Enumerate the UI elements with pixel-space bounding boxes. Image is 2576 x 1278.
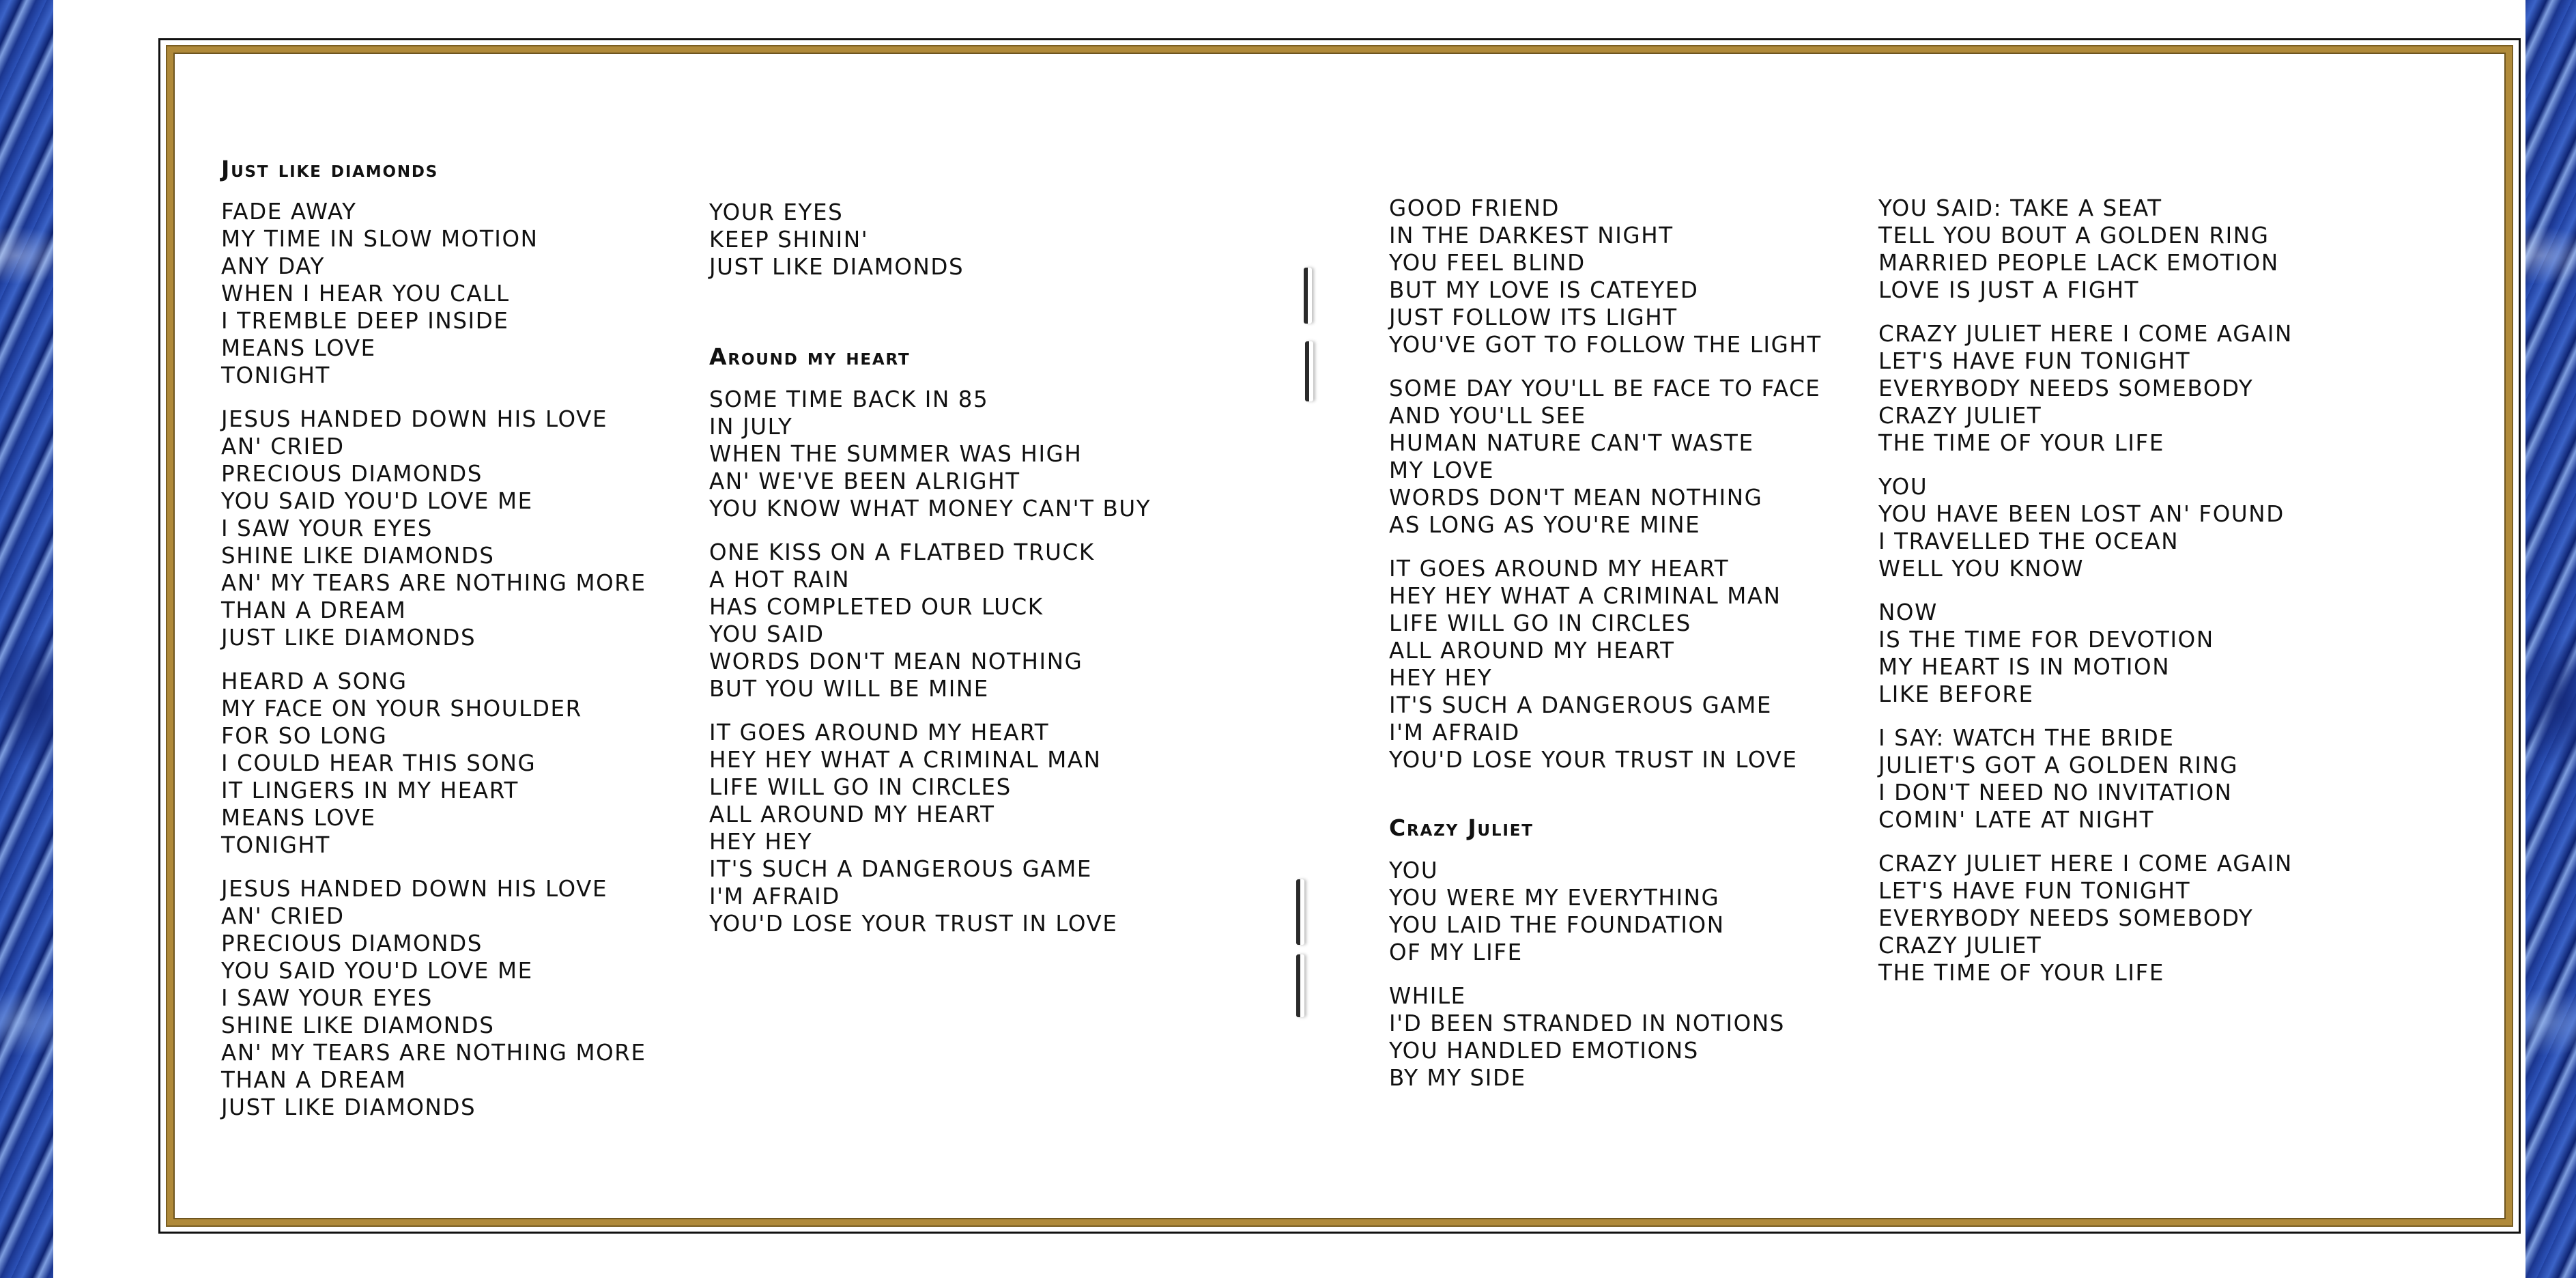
lyric-line: JUST LIKE DIAMONDS [709,254,964,280]
song-title: Crazy Juliet [1389,814,1534,841]
lyric-line: MEANS LOVE [221,805,376,831]
lyric-line: HEY HEY [1389,665,1493,691]
lyric-line: COMIN' LATE AT NIGHT [1878,807,2155,833]
lyric-line: YOU SAID [709,621,825,647]
lyric-line: ALL AROUND MY HEART [1389,638,1675,664]
lyric-line: WHILE [1389,983,1466,1009]
lyric-line: JUST LIKE DIAMONDS [221,625,476,651]
lyric-line: I SAW YOUR EYES [221,985,433,1011]
lyric-line: IT LINGERS IN MY HEART [221,778,519,804]
lyric-line: LIFE WILL GO IN CIRCLES [1389,610,1691,636]
lyric-line: THAN A DREAM [221,597,407,623]
lyric-line: CRAZY JULIET HERE I COME AGAIN [1878,851,2293,877]
lyric-line: SOME DAY YOU'LL BE FACE TO FACE [1389,375,1821,401]
lyric-line: I'D BEEN STRANDED IN NOTIONS [1389,1010,1785,1036]
lyrics-column-2 [709,199,1201,954]
lyric-line: OF MY LIFE [1389,939,1523,965]
lyrics-stanza [1389,375,1880,539]
lyric-line: WORDS DON'T MEAN NOTHING [709,649,1083,674]
lyric-line: LET'S HAVE FUN TONIGHT [1878,348,2191,374]
lyrics-stanza [1389,982,1880,1092]
lyric-line: TELL YOU BOUT A GOLDEN RING [1878,223,2270,248]
lyric-line: HEARD A SONG [221,668,407,694]
lyric-line: AN' CRIED [221,434,345,459]
lyric-line: LIFE WILL GO IN CIRCLES [709,774,1012,800]
lyric-line: IN THE DARKEST NIGHT [1389,223,1674,248]
lyrics-stanza [221,875,713,1121]
lyric-line: AND YOU'LL SEE [1389,403,1586,429]
lyric-line: WHEN I HEAR YOU CALL [221,281,510,307]
lyric-line: YOU WERE MY EVERYTHING [1389,885,1720,911]
lyric-line: ONE KISS ON A FLATBED TRUCK [709,539,1095,565]
lyric-line: YOU SAID: TAKE A SEAT [1878,195,2162,221]
lyric-line: AN' CRIED [221,903,345,929]
lyric-line: IN JULY [709,414,793,440]
lyrics-stanza [1389,857,1880,966]
lyrics-stanza [221,198,713,389]
lyric-line: AN' MY TEARS ARE NOTHING MORE [221,570,646,596]
lyric-line: YOU'VE GOT TO FOLLOW THE LIGHT [1389,332,1822,358]
lyrics-column-1 [221,156,713,1137]
lyric-line: TONIGHT [221,363,331,388]
lyric-line: JULIET'S GOT A GOLDEN RING [1878,752,2239,778]
lyric-line: JESUS HANDED DOWN HIS LOVE [221,406,608,432]
lyric-line: I TREMBLE DEEP INSIDE [221,308,509,334]
lyric-line: THE TIME OF YOUR LIFE [1878,430,2164,456]
lyric-line: A HOT RAIN [709,567,850,593]
lyric-line: YOUR EYES [709,199,844,225]
staple-bottom-lower [1296,954,1304,1017]
lyric-line: YOU LAID THE FOUNDATION [1389,912,1725,938]
lyric-line: JUST LIKE DIAMONDS [221,1094,476,1120]
lyrics-stanza [221,406,713,651]
staple-top-lower [1305,341,1313,401]
lyric-line: HEY HEY [709,829,813,855]
lyric-line: YOU FEEL BLIND [1389,250,1586,276]
lyric-line: SHINE LIKE DIAMONDS [221,543,495,569]
lyrics-stanza [1878,320,2370,457]
lyric-line: AN' MY TEARS ARE NOTHING MORE [221,1040,646,1066]
lyric-line: BY MY SIDE [1389,1065,1526,1091]
lyric-line: I COULD HEAR THIS SONG [221,750,536,776]
marble-border-right [2525,0,2576,1278]
lyric-line: ALL AROUND MY HEART [709,801,995,827]
lyric-line: YOU HANDLED EMOTIONS [1389,1038,1699,1064]
lyric-line: BUT YOU WILL BE MINE [709,676,989,702]
lyric-line: MY HEART IS IN MOTION [1878,654,2171,680]
lyrics-stanza [709,539,1201,702]
lyric-line: AN' WE'VE BEEN ALRIGHT [709,468,1020,494]
lyric-line: YOU [1389,857,1439,883]
lyric-line: MARRIED PEOPLE LACK EMOTION [1878,250,2279,276]
lyric-line: I SAW YOUR EYES [221,515,433,541]
lyric-line: JESUS HANDED DOWN HIS LOVE [221,876,608,902]
lyric-line: PRECIOUS DIAMONDS [221,931,483,956]
marble-border-left [0,0,53,1278]
lyric-line: I TRAVELLED THE OCEAN [1878,528,2179,554]
lyric-line: THAN A DREAM [221,1067,407,1093]
lyric-line: LIKE BEFORE [1878,681,2034,707]
lyric-line: YOU HAVE BEEN LOST AN' FOUND [1878,501,2285,527]
lyrics-stanza [1389,555,1880,773]
lyric-line: TONIGHT [221,832,331,858]
lyric-line: CRAZY JULIET [1878,403,2042,429]
lyric-line: CRAZY JULIET [1878,933,2042,958]
lyric-line: I'M AFRAID [709,883,840,909]
lyrics-stanza [1878,599,2370,708]
lyric-line: FADE AWAY [221,199,357,225]
lyric-line: YOU'D LOSE YOUR TRUST IN LOVE [1389,747,1798,773]
lyric-line: IS THE TIME FOR DEVOTION [1878,627,2214,653]
lyrics-stanza [709,719,1201,937]
lyrics-stanza [1389,195,1880,358]
lyric-line: YOU SAID YOU'D LOVE ME [221,488,533,514]
lyric-line: ANY DAY [221,253,325,279]
lyric-line: LOVE IS JUST A FIGHT [1878,277,2140,303]
lyric-line: I SAY: WATCH THE BRIDE [1878,725,2175,751]
lyrics-column-3 [1389,195,1880,1108]
lyric-line: YOU'D LOSE YOUR TRUST IN LOVE [709,911,1118,937]
lyrics-stanza [1878,850,2370,986]
lyric-line: NOW [1878,599,1938,625]
lyric-line: PRECIOUS DIAMONDS [221,461,483,487]
lyric-line: JUST FOLLOW ITS LIGHT [1389,304,1678,330]
lyrics-stanza [709,199,1201,281]
lyric-line: IT'S SUCH A DANGEROUS GAME [1389,692,1772,718]
lyric-line: SHINE LIKE DIAMONDS [221,1012,495,1038]
lyrics-booklet [53,0,2525,1278]
lyric-line: HUMAN NATURE CAN'T WASTE [1389,430,1754,456]
lyric-line: WELL YOU KNOW [1878,556,2085,582]
lyric-line: CRAZY JULIET HERE I COME AGAIN [1878,321,2293,347]
staple-bottom-upper [1296,879,1304,945]
lyric-line: IT GOES AROUND MY HEART [1389,556,1730,582]
lyric-line: EVERYBODY NEEDS SOMEBODY [1878,375,2254,401]
song-title: Just like diamonds [221,156,439,182]
lyrics-column-4 [1878,195,2370,1003]
lyric-line: YOU SAID YOU'D LOVE ME [221,958,533,984]
lyric-line: GOOD FRIEND [1389,195,1560,221]
staple-top-upper [1304,268,1312,324]
lyric-line: LET'S HAVE FUN TONIGHT [1878,878,2191,904]
lyric-line: EVERYBODY NEEDS SOMEBODY [1878,905,2254,931]
lyric-line: IT'S SUCH A DANGEROUS GAME [709,856,1092,882]
lyric-line: WHEN THE SUMMER WAS HIGH [709,441,1083,467]
lyric-line: MY LOVE [1389,457,1495,483]
song-title: Around my heart [709,343,911,370]
lyric-line: YOU [1878,474,1928,500]
lyric-line: BUT MY LOVE IS CATEYED [1389,277,1699,303]
lyrics-stanza [1878,724,2370,834]
lyric-line: KEEP SHININ' [709,227,869,253]
lyric-line: SOME TIME BACK IN 85 [709,386,989,412]
lyrics-stanza [1878,473,2370,582]
lyric-line: MEANS LOVE [221,335,376,361]
lyric-line: I'M AFRAID [1389,720,1520,746]
lyric-line: THE TIME OF YOUR LIFE [1878,960,2164,986]
lyric-line: HEY HEY WHAT A CRIMINAL MAN [709,747,1102,773]
lyric-line: I DON'T NEED NO INVITATION [1878,780,2233,806]
lyric-line: IT GOES AROUND MY HEART [709,720,1050,746]
lyrics-stanza [221,668,713,859]
lyric-line: WORDS DON'T MEAN NOTHING [1389,485,1763,511]
lyrics-stanza [1878,195,2370,304]
lyric-line: HEY HEY WHAT A CRIMINAL MAN [1389,583,1781,609]
lyric-line: AS LONG AS YOU'RE MINE [1389,512,1701,538]
lyric-line: FOR SO LONG [221,723,388,749]
lyric-line: MY TIME IN SLOW MOTION [221,226,539,252]
lyric-line: YOU KNOW WHAT MONEY CAN'T BUY [709,496,1151,522]
lyric-line: MY FACE ON YOUR SHOULDER [221,696,582,722]
lyrics-stanza [709,386,1201,522]
lyric-line: HAS COMPLETED OUR LUCK [709,594,1044,620]
